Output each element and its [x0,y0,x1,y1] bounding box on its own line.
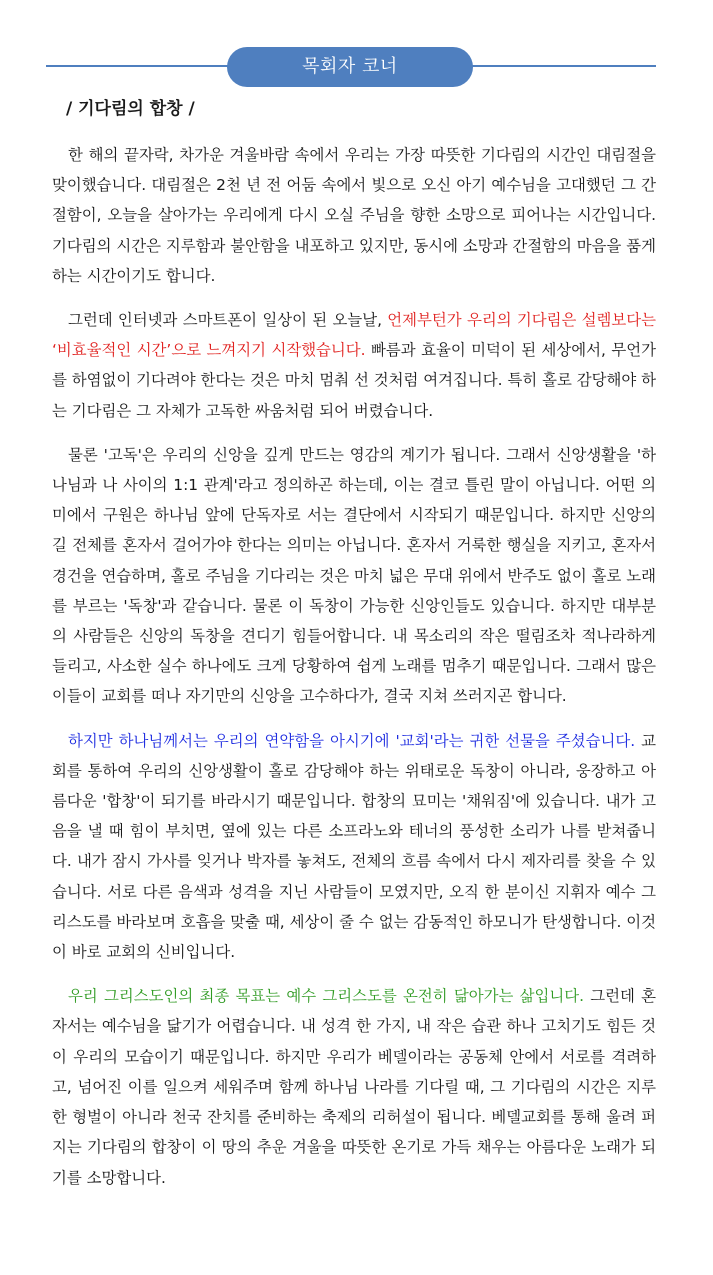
paragraph-2-highlight: 언제부턴가 우리의 기다림은 설렘보다는 ‘비효율적인 시간’으로 느껴지기 시작했습니다. [52,311,656,360]
article-body [52,140,656,1207]
pastor-corner-badge: 목회자 코너 [227,47,473,87]
section-header [0,0,713,100]
paragraph-4-highlight: 하지만 하나님께서는 우리의 연약함을 아시기에 '교회'라는 귀한 선물을 주셨습니다. [68,731,636,750]
paragraph-2 [52,305,656,426]
paragraph-2-rest: 빠름과 효율이 미덕이 된 세상에서, 무언가를 하염없이 기다려야 한다는 것은 마치 멈춰 선 것처럼 여겨집니다. 특히 홀로 감당해야 하는 기다림은 그 자체가 고독한 싸움처럼 되어 버렸습니다. [52,341,656,420]
paragraph-4-rest: 교회를 통하여 우리의 신앙생활이 홀로 감당해야 하는 위태로운 독창이 아니라, 웅장하고 아름다운 '합창'이 되기를 바라시기 때문입니다. 합창의 묘미는 '채워짐'에 있습니다. 내가 고음을 낼 때 힘이 부치면, 옆에 있는 다른 소프라노와 테너의 풍성한 소리가 나를 받쳐줍니다. 내가 잠시 가사를 잊거나 박자를 놓쳐도, 전체의 흐름 속에서 다시 제자리를 찾을 수 있습니다. 서로 다른 음색과 성격을 지닌 사람들이 모였지만, 오직 한 분이신 지휘자 예수 그리스도를 바라보며 호흡을 맞출 때, 세상이 줄 수 없는 감동적인 하모니가 탄생합니다. 이것이 바로 교회의 신비입니다. [52,731,656,962]
paragraph-5-highlight: 우리 그리스도인의 최종 목표는 예수 그리스도를 온전히 닮아가는 삶입니다. [68,987,584,1006]
paragraph-4 [52,726,656,968]
article-title: / 기다림의 합창 / [66,99,195,119]
paragraph-2-lead: 그런데 인터넷과 스마트폰이 일상이 된 오늘날, [68,311,388,330]
paragraph-5-rest: 그런데 혼자서는 예수님을 닮기가 어렵습니다. 내 성격 한 가지, 내 작은 습관 하나 고치기도 힘든 것이 우리의 모습이기 때문입니다. 하지만 우리가 베델이라는 공동체 안에서 서로를 격려하고, 넘어진 이를 일으켜 세워주며 함께 하나님 나라를 기다릴 때, 그 기다림의 시간은 지루한 형벌이 아니라 천국 잔치를 준비하는 축제의 리허설이 됩니다. 베델교회를 통해 울려 퍼지는 기다림의 합창이 이 땅의 추운 겨울을 따뜻한 온기로 가득 채우는 아름다운 노래가 되기를 소망합니다. [52,987,656,1187]
paragraph-1: 한 해의 끝자락, 차가운 겨울바람 속에서 우리는 가장 따뜻한 기다림의 시간인 대림절을 맞이했습니다. 대림절은 2천 년 전 어둠 속에서 빛으로 오신 아기 예수님을 고대했던 그 간절함이, 오늘을 살아가는 우리에게 다시 오실 주님을 향한 소망으로 피어나는 시간입니다. 기다림의 시간은 지루함과 불안함을 내포하고 있지만, 동시에 소망과 간절함의 마음을 품게 하는 시간이기도 합니다. [52,146,656,285]
paragraph-5 [52,981,656,1192]
paragraph-3: 물론 '고독'은 우리의 신앙을 깊게 만드는 영감의 계기가 됩니다. 그래서 신앙생활을 '하나님과 나 사이의 1:1 관계'라고 정의하곤 하는데, 이는 결코 틀린 말이 아닙니다. 어떤 의미에서 구원은 하나님 앞에 단독자로 서는 결단에서 시작되기 때문입니다. 하지만 신앙의 길 전체를 혼자서 걸어가야 한다는 의미는 아닙니다. 혼자서 거룩한 행실을 지키고, 혼자서 경건을 연습하며, 홀로 주님을 기다리는 것은 마치 넓은 무대 위에서 반주도 없이 홀로 노래를 부르는 '독창'과 같습니다. 물론 이 독창이 가능한 신앙인들도 있습니다. 하지만 대부분의 사람들은 신앙의 독창을 견디기 힘들어합니다. 내 목소리의 작은 떨림조차 적나라하게 들리고, 사소한 실수 하나에도 크게 당황하여 쉽게 노래를 멈추기 때문입니다. 그래서 많은 이들이 교회를 떠나 자기만의 신앙을 고수하다가, 결국 지쳐 쓰러지곤 합니다. [52,445,656,706]
